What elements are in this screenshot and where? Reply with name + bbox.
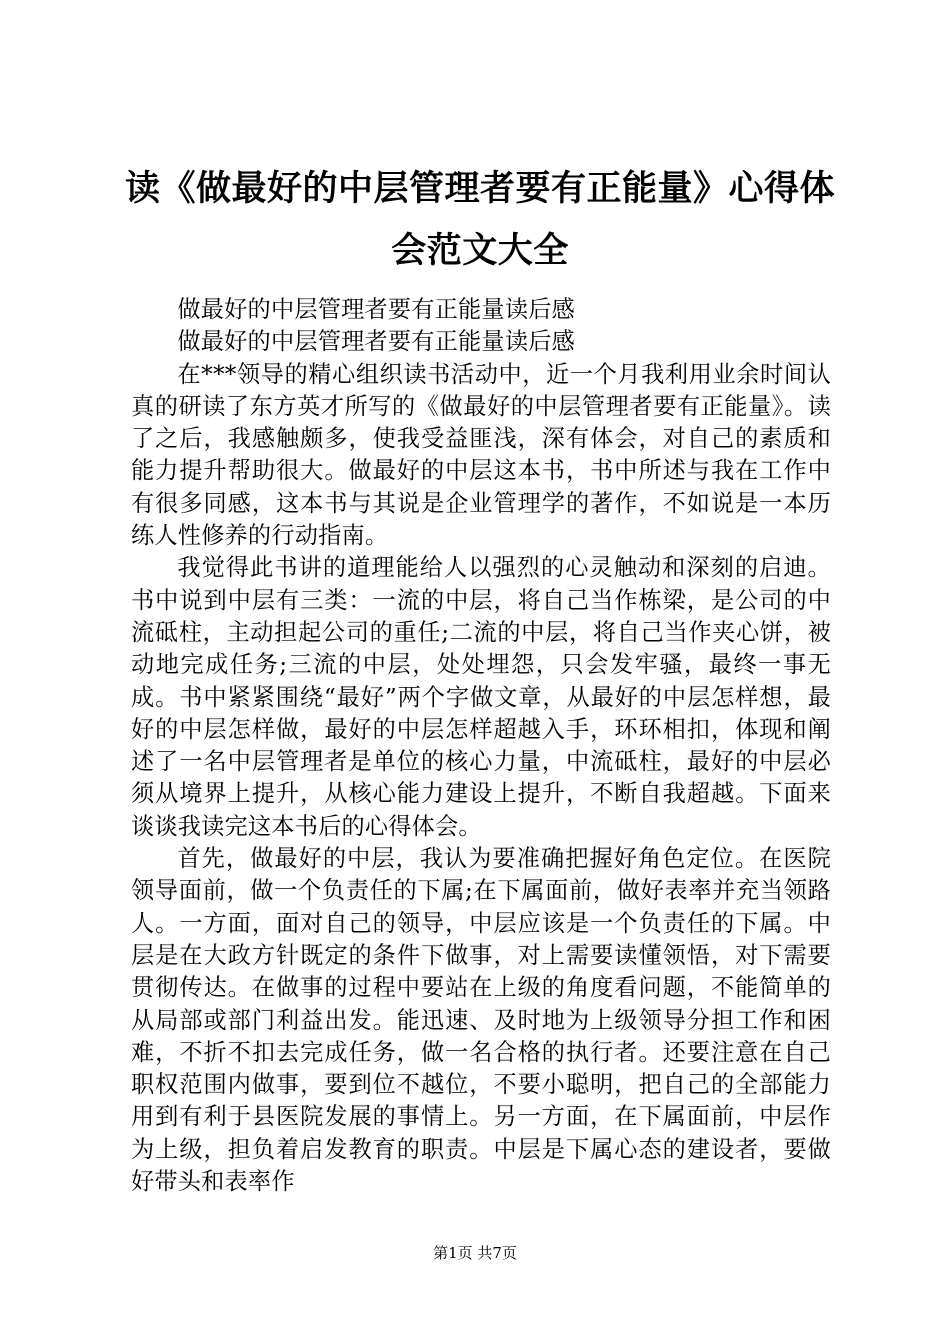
document-title	[110, 158, 850, 282]
body-paragraph: 在***领导的精心组织读书活动中，近一个月我利用业余时间认真的研读了东方英才所写的《做最好的中层管理者要有正能量》。读了之后，我感触颇多，使我受益匪浅，深有体会，对自己的素质和能力提升帮助很大。做最好的中层这本书，书中所述与我在工作中有很多同感，这本书与其说是企业管理学的著作，不如说是一本历练人性修养的行动指南。	[131, 360, 831, 550]
subheading-paragraph: 做最好的中层管理者要有正能量读后感	[177, 328, 575, 356]
page-number-footer: 第1页 共7页	[433, 1244, 517, 1262]
document-body	[131, 294, 831, 1198]
subheading-paragraph: 做最好的中层管理者要有正能量读后感	[177, 296, 575, 323]
title-line-1: 读《做最好的中层管理者要有正能量》心得体	[124, 169, 835, 209]
body-paragraph: 我觉得此书讲的道理能给人以强烈的心灵触动和深刻的启迪。书中说到中层有三类：一流的中层，将自己当作栋梁，是公司的中流砥柱，主动担起公司的重任;二流的中层，将自己当作夹心饼，被动地完成任务;三流的中层，处处埋怨，只会发牢骚，最终一事无成。书中紧紧围绕“最好”两个字做文章，从最好的中层怎样想，最好的中层怎样做，最好的中层怎样超越入手，环环相扣，体现和阐述了一名中层管理者是单位的核心力量，中流砥柱，最好的中层必须从境界上提升，从核心能力建设上提升，不断自我超越。下面来谈谈我读完这本书后的心得体会。	[131, 554, 831, 840]
body-paragraph: 首先，做最好的中层，我认为要准确把握好角色定位。在医院领导面前，做一个负责任的下属;在下属面前，做好表率并充当领路人。一方面，面对自己的领导，中层应该是一个负责任的下属。中层是在大政方针既定的条件下做事，对上需要读懂领悟，对下需要贯彻传达。在做事的过程中要站在上级的角度看问题，不能简单的从局部或部门利益出发。能迅速、及时地为上级领导分担工作和困难，不折不扣去完成任务，做一名合格的执行者。还要注意在自己职权范围内做事，要到位不越位，不要小聪明，把自己的全部能力用到有利于县医院发展的事情上。另一方面，在下属面前，中层作为上级，担负着启发教育的职责。中层是下属心态的建设者，要做好带头和表率作	[131, 845, 831, 1196]
title-line-2: 会范文大全	[391, 231, 569, 271]
